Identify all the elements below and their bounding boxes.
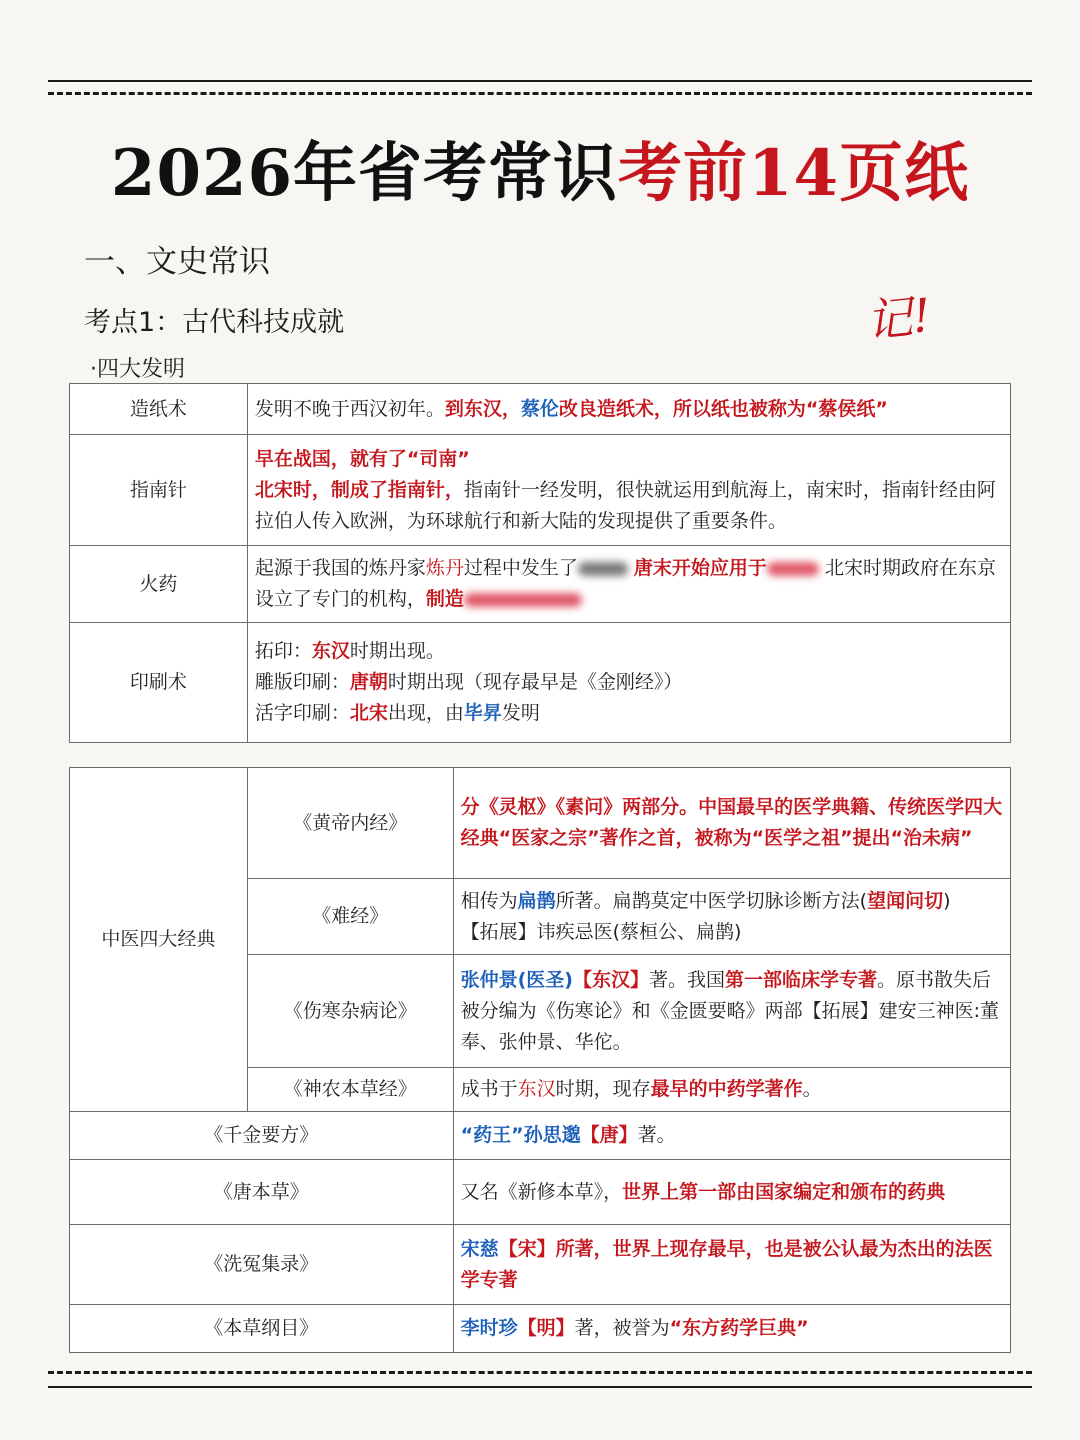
blurred-text	[767, 562, 819, 576]
book-name: 《千金要方》	[70, 1112, 454, 1160]
row-label: 造纸术	[70, 384, 248, 435]
book-desc	[453, 1160, 1010, 1225]
text: 时期出现。	[349, 640, 445, 662]
text: 出现，由	[387, 702, 464, 724]
inventions-table	[69, 383, 1011, 743]
blurred-text	[578, 562, 628, 576]
page-title	[0, 122, 1080, 214]
text: )	[943, 889, 951, 912]
text: 。原书散失后被分编为《伤寒论》和《金匮要略》两部【拓展】建安三神医:董奉、张仲景、华佗。	[460, 968, 1000, 1053]
text: 著。我国	[649, 968, 726, 991]
medicine-table	[69, 767, 1011, 1353]
table-row	[70, 435, 1011, 546]
text: 发明	[501, 702, 540, 724]
highlight-red: 北宋时，制成了指南针，	[254, 478, 464, 501]
highlight-blue: 张仲景(医圣)	[460, 968, 573, 991]
text: 时期，现存	[555, 1078, 651, 1100]
highlight-blue: 毕昇	[463, 702, 502, 724]
text: (	[859, 889, 868, 912]
highlight-red: 北宋	[349, 702, 388, 724]
highlight-red: 到东汉，	[444, 397, 521, 420]
highlight-blue: 蔡伦	[520, 397, 559, 420]
text: 发明不晚于西汉初年。	[254, 397, 445, 420]
highlight-blue: 李时珍	[460, 1317, 518, 1339]
highlight-red: 唐末开始应用于	[633, 557, 767, 579]
book-name: 《伤寒杂病论》	[247, 955, 453, 1068]
text: 时期出现（现存最早是《金刚经》）	[387, 671, 683, 693]
text: 著，被誉为	[574, 1317, 670, 1339]
highlight-red: 望闻问切	[867, 889, 944, 912]
book-desc	[453, 879, 1010, 955]
highlight-red: 【宋】所著，世界上现存最早，也是被公认最为杰出的法医学专著	[460, 1237, 993, 1291]
highlight-red: 唐朝	[349, 671, 388, 693]
group-label: 中医四大经典	[70, 768, 248, 1112]
book-name: 《黄帝内经》	[247, 768, 453, 879]
text: 【拓展】讳疾忌医(蔡桓公、扁鹊)	[460, 920, 742, 943]
row-content	[247, 546, 1010, 623]
highlight-red: 【明】	[517, 1317, 575, 1339]
text: 成书于	[460, 1078, 518, 1100]
text: 北宋时期政府在东京设立了专门的机构，	[254, 557, 996, 610]
title-highlight: 考前14页纸	[618, 136, 970, 211]
section-heading: 一、文史常识	[84, 244, 270, 280]
printing-line	[255, 636, 1003, 667]
table-row	[70, 546, 1011, 623]
text: 拓印：	[254, 640, 312, 662]
book-name: 《洗冤集录》	[70, 1225, 454, 1305]
top-dashed-rule	[48, 92, 1032, 95]
text: 指南针一经发明，很快就运用到航海上，南宋时，指南针经由阿拉伯人传入欧洲，为环球航行和新大陆的发现提供了重要条件。	[254, 478, 996, 532]
book-name: 《难经》	[247, 879, 453, 955]
row-label: 印刷术	[70, 623, 248, 743]
highlight-red: 第一部临床学专著	[725, 968, 878, 991]
highlight-red: 改良造纸术，所以纸也被称为“蔡侯纸”	[558, 397, 888, 420]
table-row	[70, 768, 1011, 879]
top-rule	[48, 80, 1032, 82]
text: 过程中发生了	[463, 557, 578, 579]
printing-line	[255, 667, 1003, 698]
text: 雕版印刷：	[254, 671, 350, 693]
text: 。	[802, 1078, 822, 1100]
printing-line	[255, 698, 1003, 729]
book-name: 《唐本草》	[70, 1160, 454, 1225]
point-heading: 考点1：古代科技成就	[84, 307, 345, 338]
book-desc	[453, 955, 1010, 1068]
text: 又名《新修本草》，	[460, 1180, 623, 1203]
table-row	[70, 623, 1011, 743]
table-row	[70, 384, 1011, 435]
bottom-dashed-rule	[48, 1371, 1032, 1374]
row-label: 火药	[70, 546, 248, 623]
handwritten-note: 记!	[863, 287, 934, 349]
highlight-red: “东方药学巨典”	[669, 1317, 809, 1339]
row-content	[247, 623, 1010, 743]
highlight-blue: “药王”孙思邈	[460, 1124, 581, 1146]
highlight-blue: 扁鹊	[517, 889, 556, 912]
book-name: 《本草纲目》	[70, 1305, 454, 1353]
highlight-red: 东汉	[311, 640, 350, 662]
highlight-red: 炼丹	[425, 557, 464, 579]
book-desc: 分《灵枢》《素问》两部分。中国最早的医学典籍、传统医学四大经典“医家之宗”著作之首，被称为“医学之祖”提出“治未病”	[453, 768, 1010, 879]
row-content	[247, 384, 1010, 435]
highlight-red: 东汉	[517, 1078, 556, 1100]
row-content	[247, 435, 1010, 546]
table-row	[70, 1305, 1011, 1353]
highlight-red: 世界上第一部由国家编定和颁布的药典	[622, 1180, 946, 1203]
blurred-text	[464, 593, 582, 607]
book-desc	[453, 1225, 1010, 1305]
subsection-heading: ·四大发明	[90, 357, 185, 382]
title-main: 2026年省考常识	[110, 136, 619, 211]
text: 著。	[637, 1124, 676, 1146]
book-desc	[453, 1305, 1010, 1353]
bottom-rule	[48, 1386, 1032, 1388]
book-name: 《神农本草经》	[247, 1068, 453, 1112]
table-row	[70, 1112, 1011, 1160]
highlight-red: 最早的中药学著作	[650, 1078, 803, 1100]
highlight-red: 【东汉】	[572, 968, 649, 991]
text: 活字印刷：	[254, 702, 350, 724]
text: 起源于我国的炼丹家	[254, 557, 426, 579]
text: 相传为	[460, 889, 518, 912]
book-desc	[453, 1112, 1010, 1160]
text: 所著。扁鹊莫定中医学切脉诊断方法	[555, 889, 860, 912]
highlight-red: 【唐】	[580, 1124, 638, 1146]
row-label: 指南针	[70, 435, 248, 546]
book-desc	[453, 1068, 1010, 1112]
table-row	[70, 1160, 1011, 1225]
highlight-blue: 宋慈	[460, 1237, 499, 1260]
highlight-red: 早在战国，就有了“司南”	[254, 447, 470, 470]
highlight-red: 制造	[425, 588, 464, 610]
table-row	[70, 1225, 1011, 1305]
